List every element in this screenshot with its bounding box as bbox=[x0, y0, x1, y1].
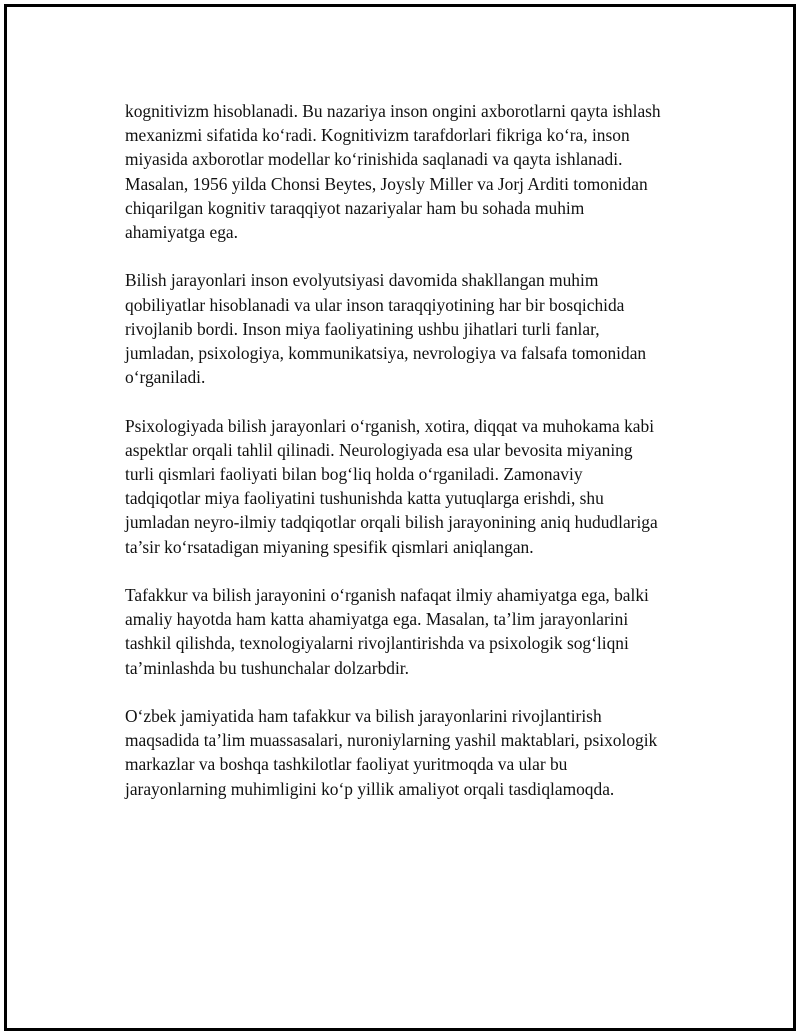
text-line: Masalan, 1956 yilda Chonsi Beytes, Joysly Miller va Jorj Arditi tomonidan bbox=[125, 173, 648, 194]
text-line: chiqarilgan kognitiv taraqqiyot nazariyalar ham bu sohada muhim bbox=[125, 197, 585, 218]
text-line: O‘zbek jamiyatida ham tafakkur va bilish jarayonlarini rivojlantirish bbox=[125, 706, 602, 727]
text-line: tashkil qilishda, texnologiyalarni rivojlantirishda va psixologik sog‘liqni bbox=[125, 633, 629, 654]
paragraph-2 bbox=[125, 268, 705, 389]
text-line: maqsadida ta’lim muassasalari, nuroniylarning yashil maktablari, psixologik bbox=[125, 730, 658, 751]
text-line: miyasida axborotlar modellar ko‘rinishida saqlanadi va qayta ishlanadi. bbox=[125, 149, 623, 170]
text-line: Tafakkur va bilish jarayonini o‘rganish nafaqat ilmiy ahamiyatga ega, balki bbox=[125, 585, 649, 606]
paragraph-4 bbox=[125, 583, 705, 680]
text-line: jumladan, psixologiya, kommunikatsiya, nevrologiya va falsafa tomonidan bbox=[125, 343, 647, 364]
text-line: mexanizmi sifatida ko‘radi. Kognitivizm tarafdorlari fikriga ko‘ra, inson bbox=[125, 125, 630, 146]
text-line: jumladan neyro-ilmiy tadqiqotlar orqali bilish jarayonining aniq hududlariga bbox=[125, 512, 658, 533]
page-frame bbox=[4, 4, 796, 1031]
paragraph-3 bbox=[125, 414, 705, 559]
text-line: ahamiyatga ega. bbox=[125, 222, 238, 243]
text-line: Bilish jarayonlari inson evolyutsiyasi davomida shakllangan muhim bbox=[125, 270, 599, 291]
text-line: markazlar va boshqa tashkilotlar faoliyat yuritmoqda va ular bu bbox=[125, 754, 568, 775]
text-line: ta’sir ko‘rsatadigan miyaning spesifik qismlari aniqlangan. bbox=[125, 536, 534, 557]
paragraph-1 bbox=[125, 99, 705, 244]
text-line: aspektlar orqali tahlil qilinadi. Neurologiyada esa ular bevosita miyaning bbox=[125, 439, 633, 460]
text-line: tadqiqotlar miya faoliyatini tushunishda katta yutuqlarga erishdi, shu bbox=[125, 488, 604, 509]
document-body bbox=[125, 99, 705, 825]
text-line: o‘rganiladi. bbox=[125, 367, 206, 388]
text-line: kognitivizm hisoblanadi. Bu nazariya inson ongini axborotlarni qayta ishlash bbox=[125, 101, 661, 121]
text-line: rivojlanib bordi. Inson miya faoliyatining ushbu jihatlari turli fanlar, bbox=[125, 318, 600, 339]
text-line: jarayonlarning muhimligini ko‘p yillik amaliyot orqali tasdiqlamoqda. bbox=[125, 778, 615, 799]
text-line: ta’minlashda bu tushunchalar dolzarbdir. bbox=[125, 657, 409, 678]
text-line: Psixologiyada bilish jarayonlari o‘rganish, xotira, diqqat va muhokama kabi bbox=[125, 415, 655, 436]
text-line: amaliy hayotda ham katta ahamiyatga ega. Masalan, ta’lim jarayonlarini bbox=[125, 609, 629, 630]
text-line: turli qismlari faoliyati bilan bog‘liq holda o‘rganiladi. Zamonaviy bbox=[125, 464, 583, 485]
text-line: qobiliyatlar hisoblanadi va ular inson taraqqiyotining har bir bosqichida bbox=[125, 294, 625, 315]
paragraph-5 bbox=[125, 704, 705, 801]
